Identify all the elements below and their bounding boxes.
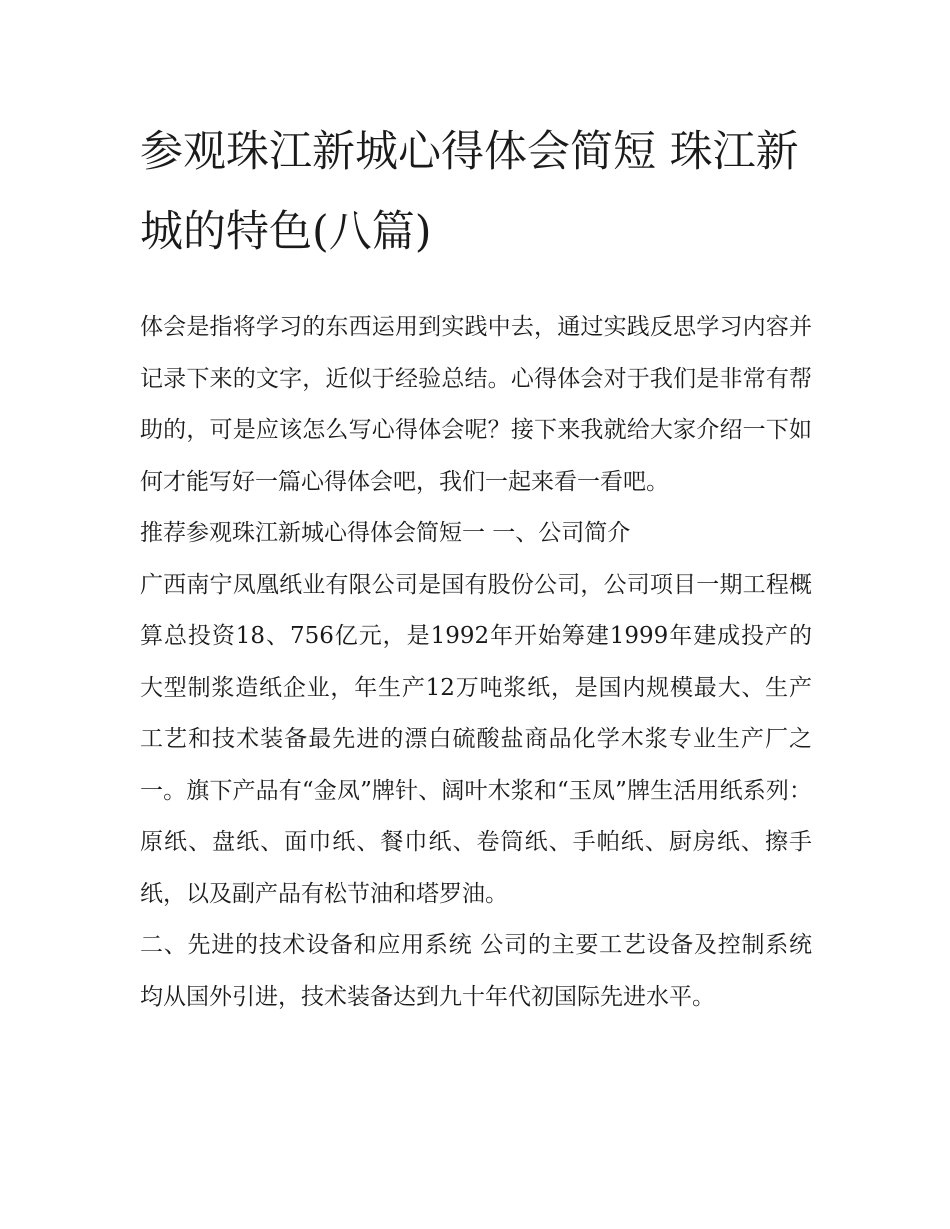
technology-paragraph: 二、先进的技术设备和应用系统 公司的主要工艺设备及控制系统均从国外引进，技术装备达到九十年代初国际先进水平。 — [140, 932, 812, 1010]
section-heading-company-intro: 推荐参观珠江新城心得体会简短一 一、公司简介 — [140, 520, 631, 546]
document-page — [140, 112, 812, 1023]
company-description-paragraph: 广西南宁凤凰纸业有限公司是国有股份公司，公司项目一期工程概算总投资18、756亿元，是1992年开始筹建1999年建成投产的大型制浆造纸企业，年生产12万吨浆纸，是国内规模最大、生产工艺和技术装备最先进的漂白硫酸盐商品化学木浆专业生产厂之一。旗下产品有“金凤”牌针、阔叶木浆和“玉凤”牌生活用纸系列：原纸、盘纸、面巾纸、餐巾纸、卷筒纸、手帕纸、厨房纸、擦手纸，以及副产品有松节油和塔罗油。 — [140, 571, 812, 907]
document-title: 参观珠江新城心得体会简短 珠江新城的特色(八篇) — [140, 127, 799, 257]
intro-paragraph: 体会是指将学习的东西运用到实践中去，通过实践反思学习内容并记录下来的文字，近似于经验总结。心得体会对于我们是非常有帮助的，可是应该怎么写心得体会呢？接下来我就给大家介绍一下如何才能写好一篇心得体会吧，我们一起来看一看吧。 — [140, 314, 812, 495]
